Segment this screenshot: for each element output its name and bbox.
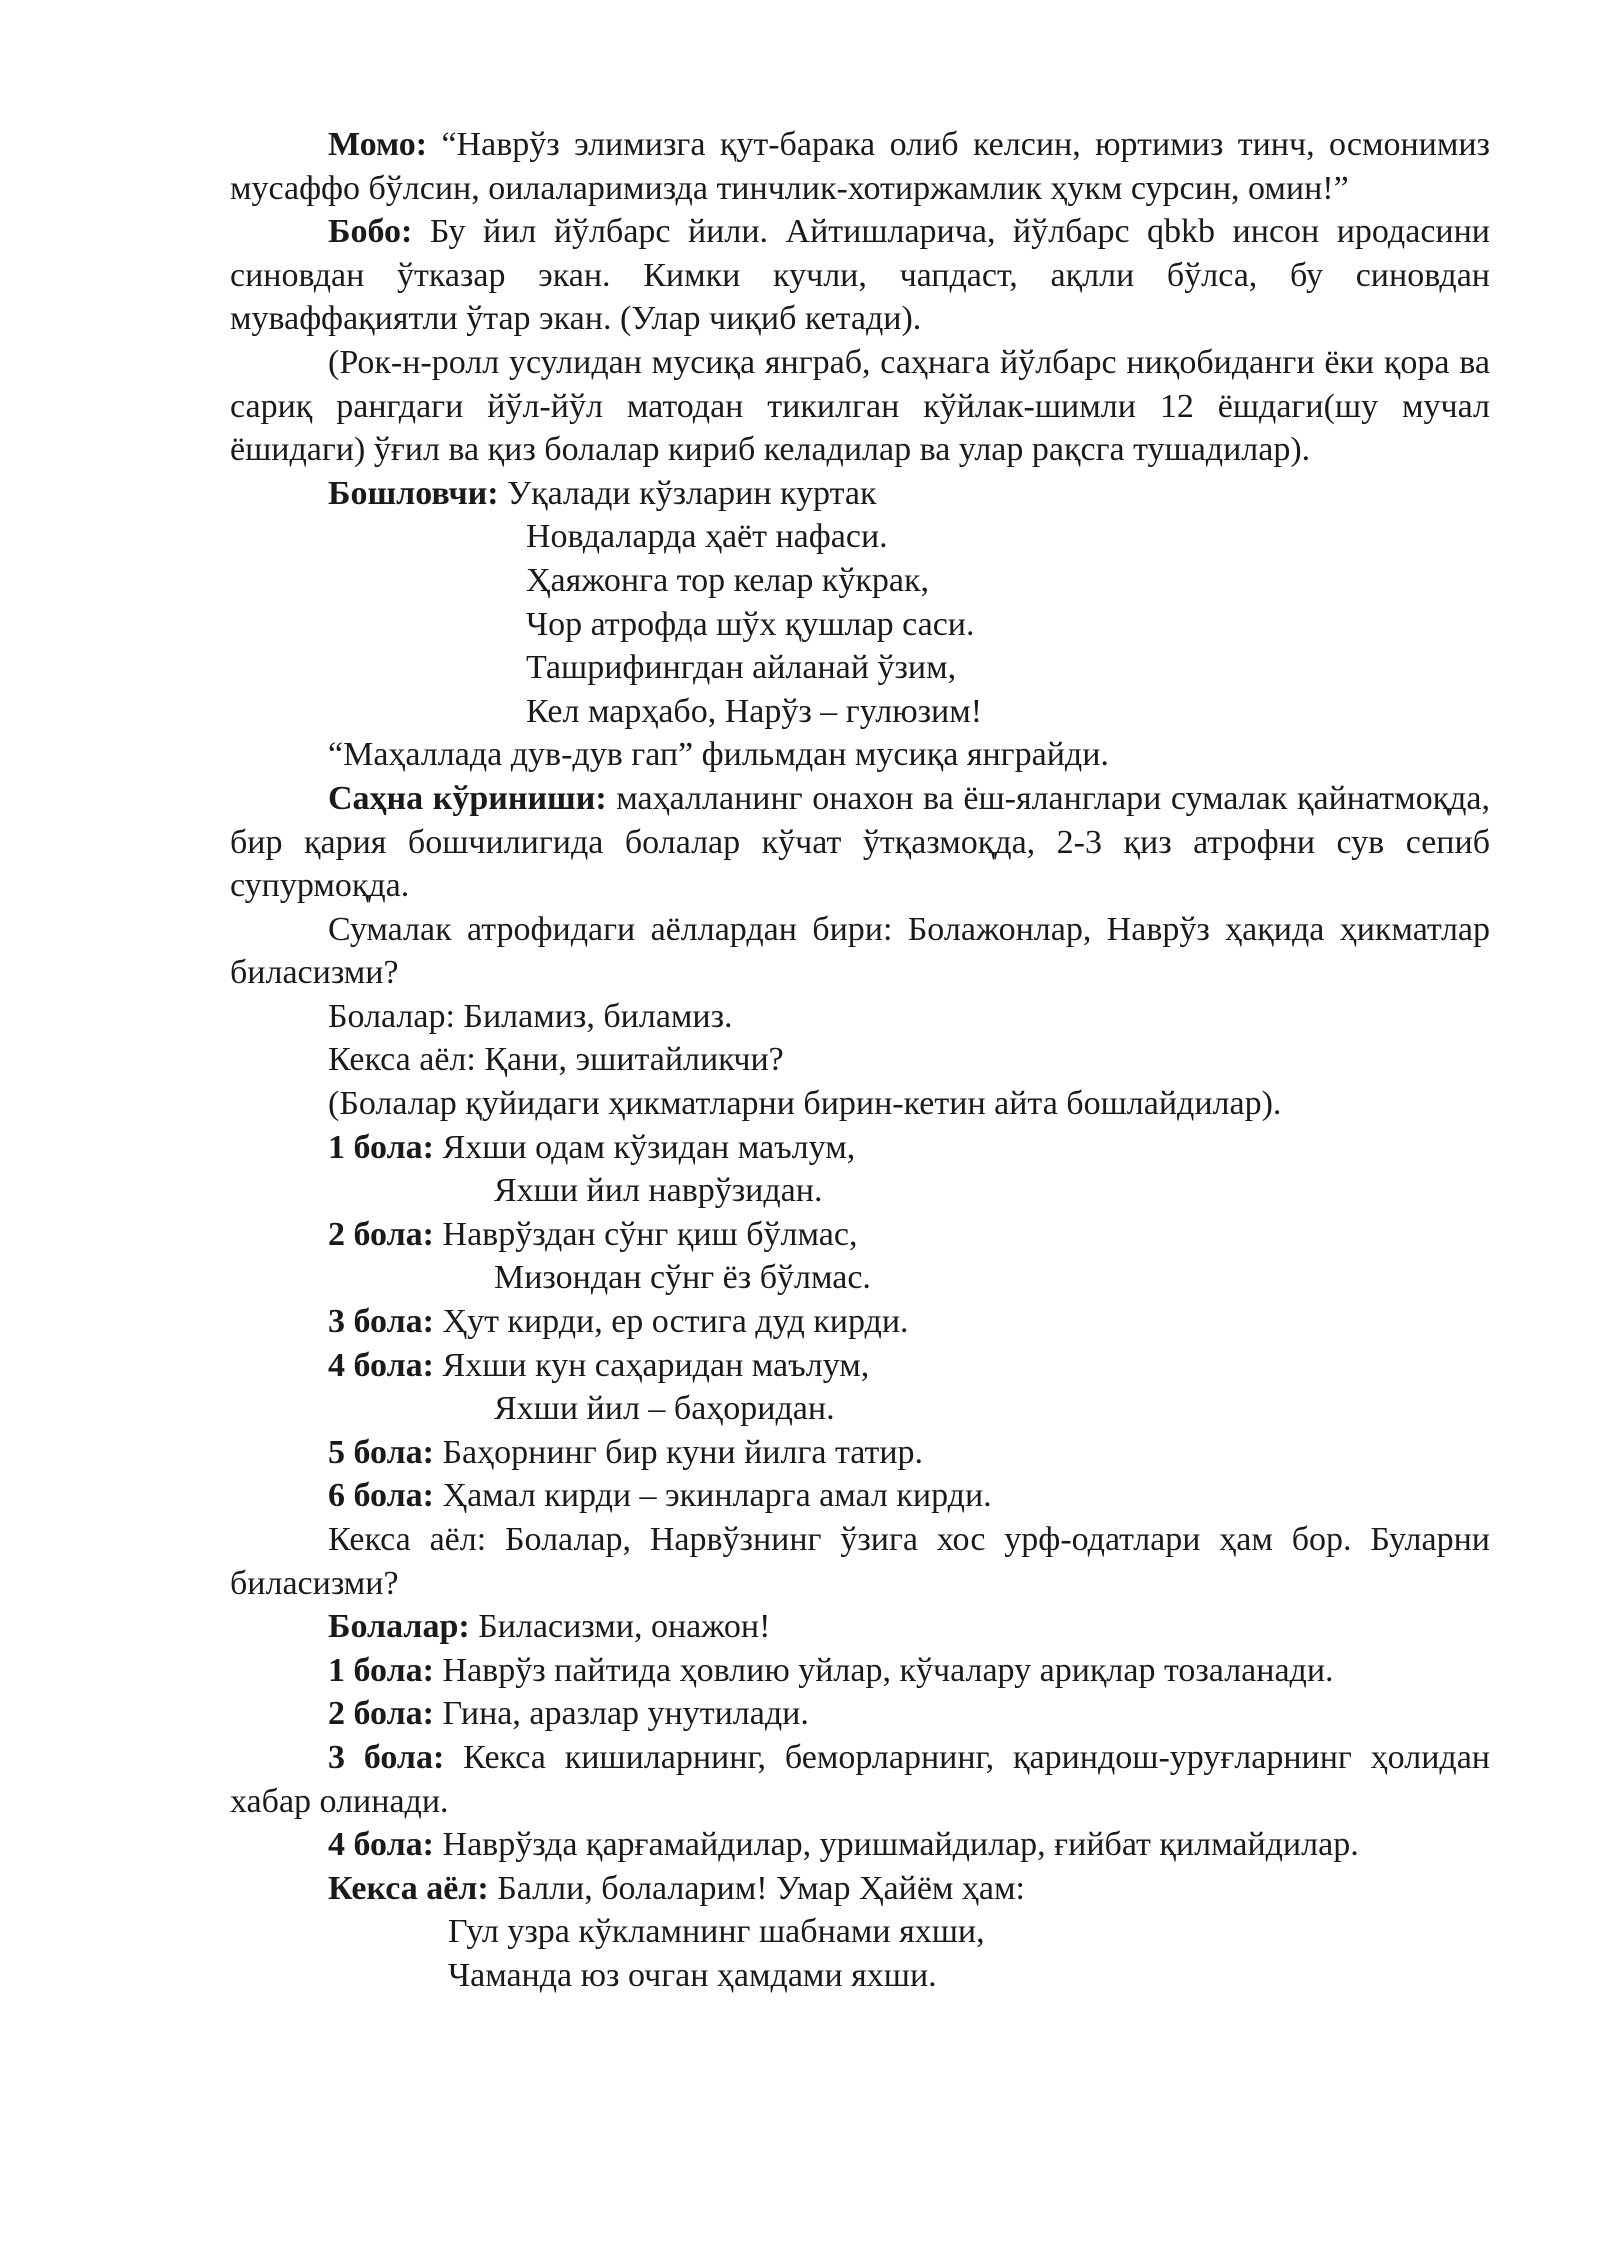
speech-text: Гина, аразлар унутилади.	[434, 1695, 809, 1733]
dialogue-line	[230, 1126, 1490, 1170]
dialogue-line: Сумалак атрофидаги аёллардан бири: Болажонлар, Наврўз ҳақида ҳикматлар биласизми?	[230, 910, 1490, 992]
speech-text: Биласизми, онажон!	[469, 1608, 771, 1646]
speaker-label: 1 бола:	[328, 1651, 435, 1689]
speaker-label: 5 бола:	[328, 1433, 435, 1471]
dialogue-line	[230, 1692, 1490, 1736]
verse-line: Мизондан сўнг ёз бўлмас.	[494, 1259, 871, 1297]
dialogue-line	[230, 1213, 1490, 1257]
speaker-label: 2 бола:	[328, 1695, 435, 1733]
verse-line: Уқалади кўзларин куртак	[498, 474, 877, 512]
dialogue-line	[230, 1736, 1490, 1823]
speech-text: “Наврўз элимизга қут-барака олиб келсин, юртимиз тинч, осмонимиз мусаффо бўлсин, оилаларимизда тинчлик-хотиржамлик ҳукм сурсин, омин!”	[230, 126, 1490, 207]
stage-direction-text: (Рок-н-ролл усулидан мусиқа янграб, саҳнага йўлбарс ниқобиданги ёки қора ва сариқ рангдаги йўл-йўл матодан тикилган кўйлак-шимли 12 ёшдаги(шу мучал ёшидаги) ўғил ва қиз болалар кириб келадилар ва улар рақсга тушадилар).	[230, 343, 1490, 469]
scene-text: маҳалланинг онахон ва ёш-яланглари сумалак қайнатмоқда, бир қария бошчилигида болалар кўчат ўтқазмоқда, 2-3 қиз атрофни сув сепиб супурмоқда.	[230, 779, 1490, 905]
speaker-label: 6 бола:	[328, 1477, 435, 1515]
speaker-label: Болалар:	[328, 1608, 470, 1646]
dialogue-line	[230, 1867, 1490, 1911]
speaker-label: 4 бола:	[328, 1826, 435, 1864]
speech-text: Яхши одам кўзидан маълум,	[434, 1128, 856, 1166]
speaker-label: Бошловчи:	[328, 474, 499, 512]
speech-text: Баҳорнинг бир куни йилга татир.	[434, 1433, 924, 1471]
stage-direction: (Болалар қуйидаги ҳикматларни бирин-кетин айта бошлайдилар).	[328, 1085, 1282, 1123]
dialogue-line	[230, 1431, 1490, 1475]
dialogue-line: Кекса аёл: Болалар, Нарвўзнинг ўзига хос урф-одатлари ҳам бор. Буларни биласизми?	[230, 1521, 1490, 1602]
paragraph-momo	[230, 123, 1490, 210]
paragraph-scene	[230, 777, 1490, 908]
speech-text: Наврўзда қарғамайдилар, уришмайдилар, ғийбат қилмайдилар.	[434, 1826, 1359, 1864]
verse-line: Гул узра кўкламнинг шабнами яхши,	[448, 1913, 985, 1951]
speaker-label: 3 бола:	[328, 1738, 445, 1776]
verse-line: Чаманда юз очган ҳамдами яхши.	[448, 1956, 937, 1994]
dialogue-line	[230, 1300, 1490, 1344]
speech-text: Наврўздан сўнг қиш бўлмас,	[434, 1215, 858, 1253]
speaker-label: Бобо:	[328, 213, 413, 251]
dialogue-line	[230, 1605, 1490, 1649]
stage-direction	[230, 341, 1490, 472]
speaker-label: 4 бола:	[328, 1346, 435, 1384]
verse-line: Чор атрофда шўх қушлар саси.	[526, 605, 975, 643]
document-page	[230, 123, 1490, 1998]
speaker-label: 2 бола:	[328, 1215, 435, 1253]
dialogue-line: Кекса аёл: Қани, эшитайликчи?	[328, 1041, 784, 1079]
dialogue-line	[230, 1823, 1490, 1867]
speech-text: Ҳамал кирди – экинларга амал кирди.	[434, 1477, 992, 1515]
speaker-label: 3 бола:	[328, 1303, 435, 1341]
verse-line: Новдаларда ҳаёт нафаси.	[526, 518, 888, 556]
dialogue-line	[230, 1649, 1490, 1693]
verse-line: Ҳаяжонга тор келар кўкрак,	[526, 561, 930, 599]
dialogue-line: Болалар: Биламиз, биламиз.	[328, 997, 733, 1035]
speech-text: Балли, болаларим! Умар Ҳайём ҳам:	[488, 1869, 1025, 1907]
speech-text: Яхши кун саҳаридан маълум,	[434, 1346, 870, 1384]
paragraph-boshlovchi	[230, 472, 1490, 516]
paragraph-bobo	[230, 210, 1490, 341]
dialogue-line	[230, 1344, 1490, 1388]
verse-line: Ташрифингдан айланай ўзим,	[526, 649, 957, 687]
speaker-label: 1 бола:	[328, 1128, 435, 1166]
speech-text: Кекса кишиларнинг, беморларнинг, қариндош-уруғларнинг ҳолидан хабар олинади.	[230, 1738, 1490, 1820]
verse-line: Яхши йил – баҳоридан.	[494, 1390, 835, 1428]
speaker-label: Момо:	[328, 126, 428, 163]
speech-text: Ҳут кирди, ер остига дуд кирди.	[434, 1303, 909, 1341]
speech-text: Наврўз пайтида ҳовлию уйлар, кўчалару ариқлар тозаланади.	[434, 1651, 1334, 1689]
stage-direction: “Маҳаллада дув-дув гап” фильмдан мусиқа янграйди.	[328, 736, 1109, 774]
speaker-label: Кекса аёл:	[328, 1869, 489, 1907]
verse-line: Яхши йил наврўзидан.	[494, 1172, 823, 1210]
verse-line: Кел марҳабо, Нарўз – гулюзим!	[526, 692, 983, 730]
dialogue-line	[230, 1474, 1490, 1518]
speech-text: Бу йил йўлбарс йили. Айтишларича, йўлбарс qbkb инсон иродасини синовдан ўтказар экан. Кимки кучли, чапдаст, ақлли бўлса, бу синовдан муваффақиятли ўтар экан. (Улар чиқиб кетади).	[230, 213, 1490, 338]
speaker-label: Саҳна кўриниши:	[328, 779, 607, 817]
